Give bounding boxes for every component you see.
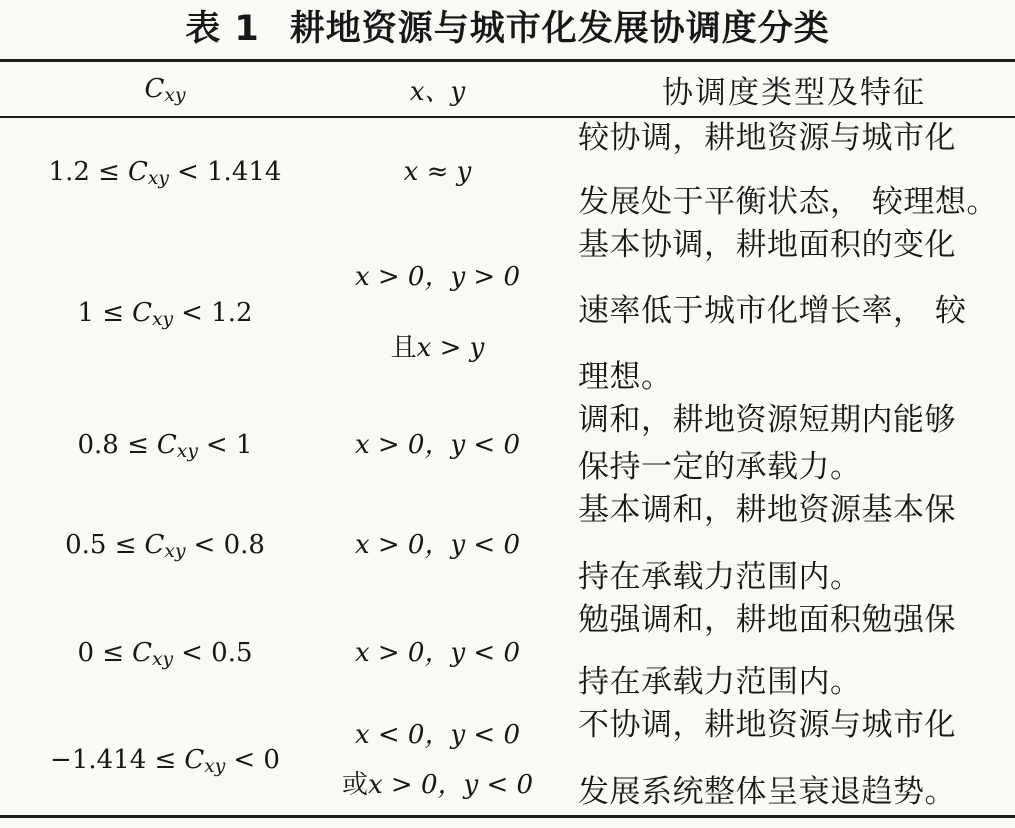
description-line: 速率低于城市化增长率， 较 xyxy=(578,293,967,329)
condition-line xyxy=(355,425,520,465)
table-row xyxy=(0,400,1015,490)
range-sub: xy xyxy=(164,541,186,563)
range-lower: −1.414 ≤ xyxy=(50,745,177,775)
table-row xyxy=(0,225,1015,400)
header-cxy xyxy=(0,62,330,116)
description-line: 发展处于平衡状态， 较理想。 xyxy=(578,184,998,220)
description-line: 基本协调，耕地面积的变化 xyxy=(578,227,956,263)
description-cell xyxy=(578,400,1010,490)
condition-cell xyxy=(330,225,545,400)
condition-cell xyxy=(330,600,545,705)
description-line: 保持一定的承载力。 xyxy=(578,449,862,485)
range-cell xyxy=(0,600,330,705)
condition-expr: x > 0，y < 0 xyxy=(354,530,521,560)
table-row xyxy=(0,490,1015,600)
description-line: 勉强调和，耕地面积勉强保 xyxy=(578,602,956,638)
description-line: 基本调和，耕地资源基本保 xyxy=(578,492,956,528)
range-var: C xyxy=(156,430,177,460)
condition-line xyxy=(404,152,472,192)
condition-expr: x ≈ y xyxy=(403,156,472,187)
header-xy xyxy=(330,62,545,116)
range-sub: xy xyxy=(151,648,174,670)
header-row xyxy=(0,62,1015,116)
range-lower: 0.5 ≤ xyxy=(65,530,137,560)
table-row xyxy=(0,705,1015,815)
condition-expr: x > 0，y < 0 xyxy=(354,430,521,460)
range-var: C xyxy=(127,156,148,187)
range-upper: < 0.8 xyxy=(193,530,265,560)
range-var: C xyxy=(184,745,205,775)
condition-cell xyxy=(330,490,545,600)
table-title-text: 耕地资源与城市化发展协调度分类 xyxy=(289,9,830,49)
range-cell xyxy=(0,705,330,815)
condition-expr: x > 0，y < 0 xyxy=(354,637,521,668)
range-sub: xy xyxy=(204,756,226,778)
table-row xyxy=(0,600,1015,705)
range-var: C xyxy=(144,530,165,560)
table-title xyxy=(0,6,1015,52)
condition-cell xyxy=(330,705,545,815)
header-type-text: 协调度类型及特征 xyxy=(662,74,926,111)
range-var: C xyxy=(132,297,152,328)
header-xy-text: x、y xyxy=(409,76,466,107)
range-cell xyxy=(0,400,330,490)
range-sub: xy xyxy=(151,308,174,330)
range-cell xyxy=(0,490,330,600)
description-cell xyxy=(578,705,1010,815)
description-line: 调和，耕地资源短期内能够 xyxy=(578,402,956,438)
condition-expr: x > 0，y < 0 xyxy=(367,770,534,800)
range-lower: 0.8 ≤ xyxy=(77,430,149,460)
condition-line xyxy=(355,633,520,673)
range-upper: < 0.5 xyxy=(181,637,253,668)
description-line: 持在承载力范围内。 xyxy=(578,664,862,700)
description-line: 理想。 xyxy=(578,359,673,395)
description-cell xyxy=(578,600,1010,705)
bottom-rule xyxy=(0,815,1015,818)
condition-prefix: 或 xyxy=(341,770,368,800)
description-line: 发展系统整体呈衰退趋势。 xyxy=(578,774,956,810)
header-type xyxy=(578,62,1010,116)
range-sub: xy xyxy=(176,441,198,463)
condition-line xyxy=(355,257,520,297)
condition-expr: x < 0，y < 0 xyxy=(354,720,521,750)
table-number: 表 1 xyxy=(185,9,260,49)
condition-line xyxy=(342,765,533,805)
condition-cell xyxy=(330,400,545,490)
condition-cell xyxy=(330,118,545,225)
range-upper: < 1.414 xyxy=(176,156,282,187)
condition-expr: x > 0，y > 0 xyxy=(354,261,521,292)
range-cell xyxy=(0,225,330,400)
condition-prefix: 且 xyxy=(390,333,417,364)
description-cell xyxy=(578,225,1010,400)
table-row xyxy=(0,118,1015,225)
range-lower: 0 ≤ xyxy=(77,637,125,668)
condition-expr: x > y xyxy=(416,333,485,364)
header-cxy-var: C xyxy=(144,74,165,104)
condition-line xyxy=(355,525,520,565)
description-cell xyxy=(578,490,1010,600)
condition-line xyxy=(391,328,485,368)
range-upper: < 1.2 xyxy=(181,297,253,328)
description-line: 不协调，耕地资源与城市化 xyxy=(578,707,956,743)
range-sub: xy xyxy=(147,167,169,189)
range-upper: < 1 xyxy=(205,430,253,460)
description-line: 持在承载力范围内。 xyxy=(578,559,862,595)
range-upper: < 0 xyxy=(233,745,280,775)
condition-line xyxy=(355,715,520,755)
range-cell xyxy=(0,118,330,225)
range-var: C xyxy=(132,637,152,668)
range-lower: 1 ≤ xyxy=(77,297,125,328)
header-cxy-sub: xy xyxy=(164,85,186,107)
description-cell xyxy=(578,118,1010,225)
description-line: 较协调，耕地资源与城市化 xyxy=(578,120,956,156)
range-lower: 1.2 ≤ xyxy=(48,156,120,187)
